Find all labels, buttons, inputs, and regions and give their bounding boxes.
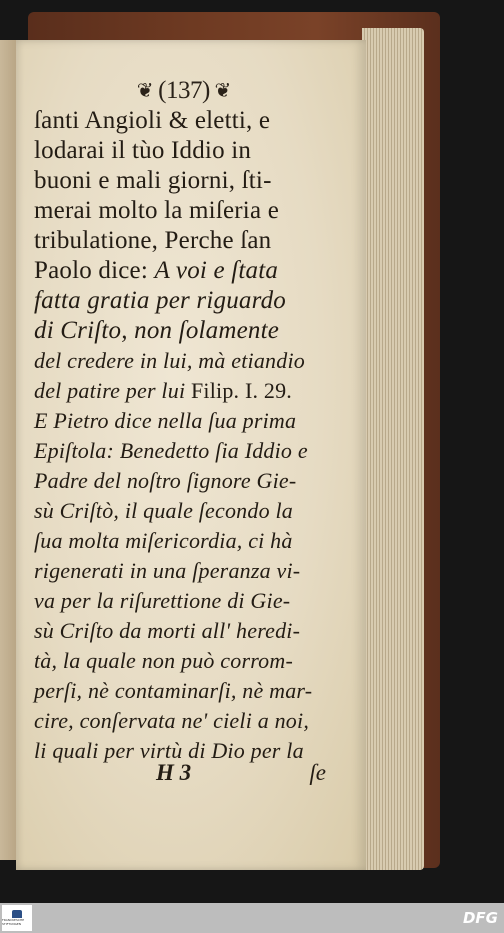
roman-text: Paolo dice:	[34, 257, 155, 284]
italic-text: A voi e ſtata	[154, 257, 279, 284]
roman-text: ſanti Angioli & eletti, e	[34, 107, 271, 134]
italic-text: ſua molta miſericordia, ci hà	[34, 528, 293, 553]
italic-text: perſi, nè contaminarſi, nè mar-	[34, 678, 313, 703]
page-header	[124, 76, 244, 106]
text-line	[34, 226, 354, 256]
text-line	[34, 106, 354, 136]
text-line	[34, 556, 354, 586]
text-line	[34, 376, 354, 406]
text-line	[34, 616, 354, 646]
roman-text: Filip. I. 29.	[185, 378, 292, 403]
library-logo-icon	[12, 910, 22, 918]
text-line	[34, 706, 354, 736]
italic-text: rigenerati in una ſperanza vi-	[34, 558, 301, 583]
text-line	[34, 286, 354, 316]
italic-text: sù Criſto da morti all' heredi-	[34, 618, 301, 643]
roman-text: buoni e mali giorni, ſti-	[34, 167, 272, 194]
italic-text: li quali per virtù di Dio per la	[34, 738, 304, 763]
dfg-logo[interactable]: DFG	[462, 909, 498, 927]
italic-text: cire, conſervata ne' cieli a noi,	[34, 708, 310, 733]
signature-mark: H 3	[156, 760, 192, 785]
library-logo-text: FRANCKESCHE STIFTUNGEN	[2, 918, 25, 926]
ornament-left-icon: ❦	[136, 80, 154, 102]
text-line	[34, 646, 354, 676]
text-line	[34, 316, 354, 346]
italic-text: Padre del noſtro ſignore Gie-	[34, 468, 297, 493]
italic-text: sù Criſtò, il quale ſecondo la	[34, 498, 293, 523]
page-edges	[362, 28, 424, 870]
ornament-right-icon: ❦	[214, 80, 232, 102]
italic-text: Epiſtola: Benedetto ſia Iddio e	[34, 438, 308, 463]
catchword: ſe	[309, 760, 326, 785]
text-line	[34, 256, 354, 286]
page-footer	[156, 760, 336, 790]
viewer-footer-bar	[0, 903, 504, 933]
roman-text: lodarai il tùo Iddio in	[34, 137, 252, 164]
text-line	[34, 526, 354, 556]
body-text	[34, 106, 354, 766]
page-number: (137)	[158, 77, 210, 104]
previous-page-edge	[0, 40, 17, 860]
italic-text: tà, la quale non può corrom-	[34, 648, 293, 673]
italic-text: E Pietro dice nella ſua prima	[34, 408, 297, 433]
library-logo[interactable]	[2, 905, 32, 931]
text-line	[34, 136, 354, 166]
italic-text: di Criſto, non ſolamente	[34, 317, 280, 344]
text-line	[34, 346, 354, 376]
italic-text: va per la riſurettione di Gie-	[34, 588, 291, 613]
text-line	[34, 586, 354, 616]
book-page	[16, 40, 366, 870]
text-line	[34, 196, 354, 226]
text-line	[34, 436, 354, 466]
text-line	[34, 676, 354, 706]
italic-text: fatta gratia per riguardo	[34, 287, 287, 314]
italic-text: del patire per lui	[34, 378, 186, 403]
italic-text: del credere in lui, mà etiandio	[34, 348, 305, 373]
text-line	[34, 406, 354, 436]
text-line	[34, 166, 354, 196]
text-line	[34, 496, 354, 526]
roman-text: tribulatione, Perche ſan	[34, 227, 272, 254]
roman-text: merai molto la miſeria e	[34, 197, 279, 224]
text-line	[34, 466, 354, 496]
